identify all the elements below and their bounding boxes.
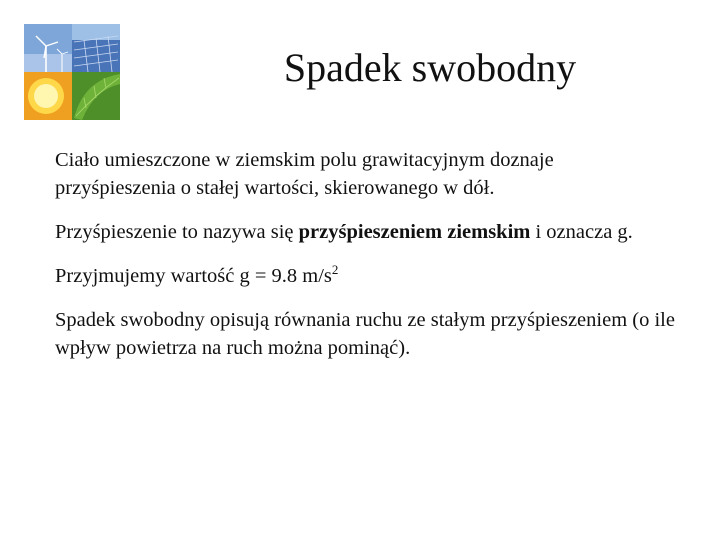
paragraph-1: Ciało umieszczone w ziemskim polu grawitacyjnym doznaje przyśpieszenia o stałej wartości, skierowanego w dół. bbox=[55, 149, 554, 199]
paragraph-2-text: Przyśpieszenie to nazywa się bbox=[55, 221, 299, 243]
exponent: 2 bbox=[331, 262, 339, 278]
bold-term: przyśpieszeniem ziemskim bbox=[298, 221, 531, 243]
paragraph-4: Spadek swobodny opisują równania ruchu ze stałym przyśpieszeniem (o ile wpływ powietrza na ruch można pominąć). bbox=[55, 309, 675, 359]
paragraph-2-tail: i oznacza g. bbox=[530, 221, 633, 243]
paragraph-3-text: Przyjmujemy wartość g = 9.8 m/s bbox=[55, 265, 332, 287]
paragraph-2 bbox=[55, 218, 675, 246]
slide-body bbox=[55, 146, 675, 378]
renewable-energy-logo-icon bbox=[24, 24, 120, 120]
paragraph-3 bbox=[55, 262, 675, 290]
slide-title: Spadek swobodny bbox=[283, 45, 577, 90]
